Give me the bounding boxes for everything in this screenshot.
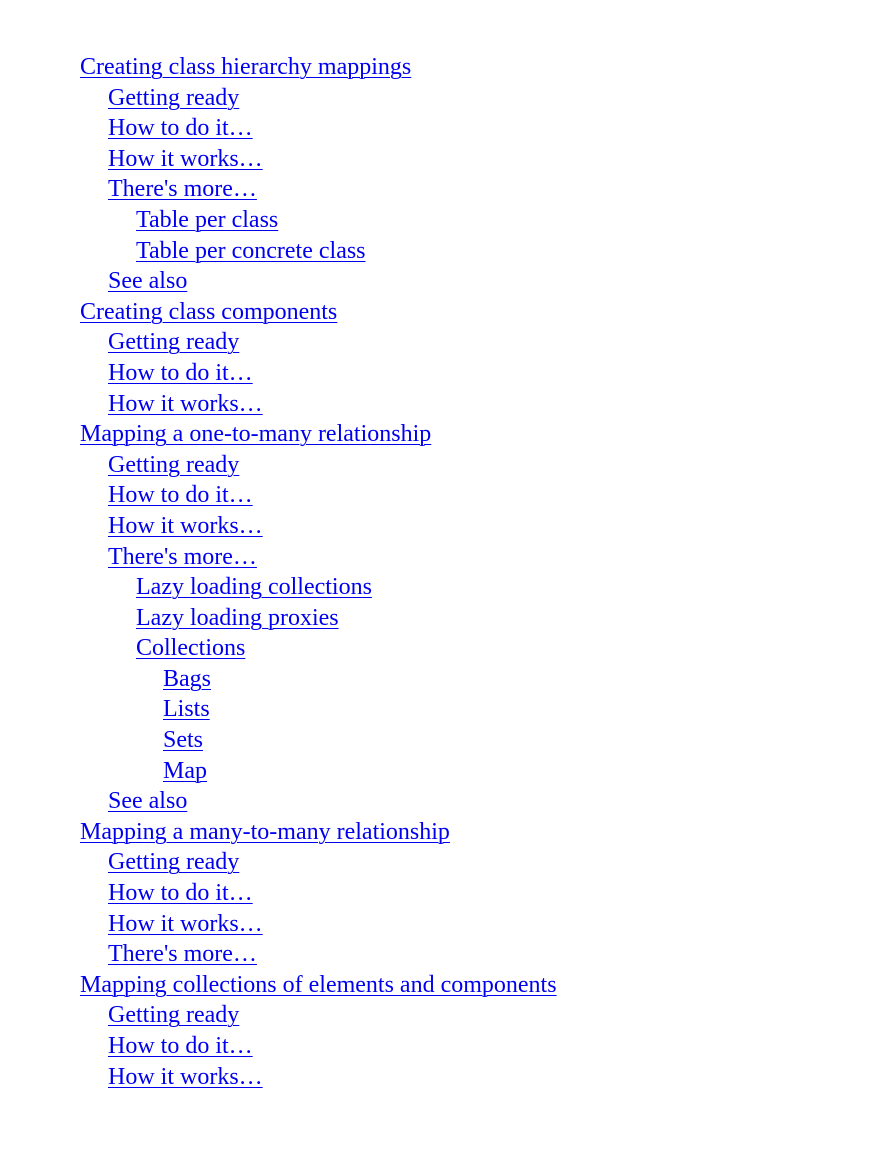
toc-link-getting-ready[interactable]: Getting ready	[108, 329, 240, 356]
toc-link-how-it-works[interactable]: How it works…	[108, 145, 263, 172]
toc-entry	[80, 756, 557, 787]
toc-entry	[80, 603, 557, 634]
toc-entry	[80, 909, 557, 940]
toc-entry	[80, 358, 557, 389]
toc-entry	[80, 878, 557, 909]
toc-entry	[80, 480, 557, 511]
toc-link-see-also[interactable]: See also	[108, 268, 188, 295]
toc-link-getting-ready[interactable]: Getting ready	[108, 84, 240, 111]
toc-link-how-to-do-it[interactable]: How to do it…	[108, 115, 253, 142]
toc-entry	[80, 970, 557, 1001]
toc-entry	[80, 266, 557, 297]
toc-entry	[80, 144, 557, 175]
toc-link-getting-ready[interactable]: Getting ready	[108, 849, 240, 876]
toc-link-lazy-loading-collections[interactable]: Lazy loading collections	[136, 574, 372, 601]
toc-entry	[80, 817, 557, 848]
toc-link-table-per-class[interactable]: Table per class	[136, 206, 279, 233]
toc-entry	[80, 450, 557, 481]
toc-link-how-to-do-it[interactable]: How to do it…	[108, 359, 253, 386]
toc-link-collections[interactable]: Collections	[136, 635, 246, 662]
toc-entry	[80, 542, 557, 573]
toc-link-lists[interactable]: Lists	[163, 696, 210, 723]
toc-link-how-it-works[interactable]: How it works…	[108, 1063, 263, 1090]
toc-entry	[80, 786, 557, 817]
toc-link-mapping-a-many-to-many-relationship[interactable]: Mapping a many-to-many relationship	[80, 818, 450, 845]
toc-link-how-to-do-it[interactable]: How to do it…	[108, 482, 253, 509]
toc-entry	[80, 327, 557, 358]
toc-link-mapping-collections-of-elements-and-components[interactable]: Mapping collections of elements and components	[80, 971, 557, 998]
toc-entry	[80, 1031, 557, 1062]
toc-entry	[80, 939, 557, 970]
toc-link-see-also[interactable]: See also	[108, 788, 188, 815]
toc-link-bags[interactable]: Bags	[163, 665, 211, 692]
toc-entry	[80, 236, 557, 267]
toc-entry	[80, 52, 557, 83]
toc-link-how-it-works[interactable]: How it works…	[108, 910, 263, 937]
toc-entry	[80, 174, 557, 205]
toc-entry	[80, 419, 557, 450]
toc-entry	[80, 113, 557, 144]
toc-entry	[80, 389, 557, 420]
toc-link-creating-class-components[interactable]: Creating class components	[80, 298, 338, 325]
toc-link-getting-ready[interactable]: Getting ready	[108, 451, 240, 478]
toc-link-how-it-works[interactable]: How it works…	[108, 512, 263, 539]
toc-link-there-s-more[interactable]: There's more…	[108, 941, 257, 968]
toc-entry	[80, 664, 557, 695]
table-of-contents	[80, 52, 557, 1092]
toc-entry	[80, 1062, 557, 1093]
toc-link-creating-class-hierarchy-mappings[interactable]: Creating class hierarchy mappings	[80, 54, 412, 80]
toc-link-sets[interactable]: Sets	[163, 727, 204, 754]
toc-entry	[80, 205, 557, 236]
toc-link-there-s-more[interactable]: There's more…	[108, 176, 257, 203]
toc-link-lazy-loading-proxies[interactable]: Lazy loading proxies	[136, 604, 339, 631]
toc-entry	[80, 694, 557, 725]
toc-entry	[80, 297, 557, 328]
toc-link-mapping-a-one-to-many-relationship[interactable]: Mapping a one-to-many relationship	[80, 421, 432, 448]
toc-entry	[80, 725, 557, 756]
toc-link-table-per-concrete-class[interactable]: Table per concrete class	[136, 237, 366, 264]
toc-link-there-s-more[interactable]: There's more…	[108, 543, 257, 570]
toc-entry	[80, 633, 557, 664]
toc-entry	[80, 83, 557, 114]
toc-entry	[80, 1000, 557, 1031]
toc-entry	[80, 847, 557, 878]
toc-entry	[80, 572, 557, 603]
toc-link-how-to-do-it[interactable]: How to do it…	[108, 1033, 253, 1059]
toc-entry	[80, 511, 557, 542]
toc-link-how-it-works[interactable]: How it works…	[108, 390, 263, 417]
toc-link-how-to-do-it[interactable]: How to do it…	[108, 880, 253, 907]
toc-link-map[interactable]: Map	[163, 757, 207, 784]
toc-link-getting-ready[interactable]: Getting ready	[108, 1002, 240, 1029]
